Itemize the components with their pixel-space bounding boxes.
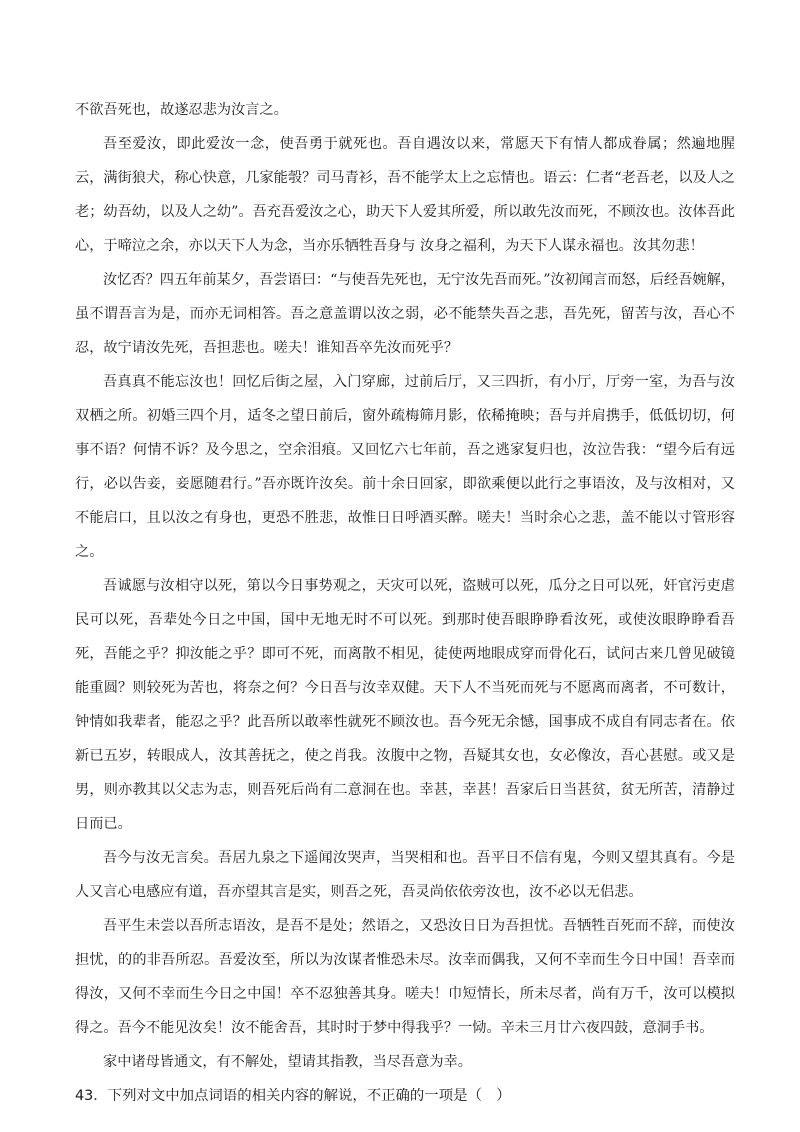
paragraph-2: 汝忆否？四五年前某夕，吾尝语曰：“与使吾先死也，无宁汝先吾而死。”汝初闻言而怒，后经吾婉解，虽不谓吾言为是，而亦无词相答。吾之意盖谓以汝之弱，必不能禁失吾之悲，吾先死，留苦与汝，吾心不忍，故宁请汝先死，吾担悲也。嗟夫！谁知吾卒先汝而死乎？ — [75, 272, 735, 356]
paragraph-5: 吾今与汝无言矣。吾居九泉之下遥闻汝哭声，当哭相和也。吾平日不信有鬼，今则又望其真有。今是人又言心电感应有道，吾亦望其言是实，则吾之死，吾灵尚依依旁汝也，汝不必以无侣悲。 — [75, 850, 735, 900]
paragraph-3: 吾真真不能忘汝也！回忆后街之屋，入门穿廊，过前后厅，又三四折，有小厅，厅旁一室，为吾与汝双栖之所。初婚三四个月，适冬之望日前后，窗外疏梅筛月影，依稀掩映；吾与并肩携手，低低切切，何事不语？何情不诉？及今思之，空余泪痕。又回忆六七年前，吾之逃家复归也，汝泣告我：“望今后有远行，必以告妾，妾愿随君行。”吾亦既许汝矣。前十余日回家，即欲乘便以此行之事语汝，及与汝相对，又不能启口，且以汝之有身也，更恐不胜悲，故惟日日呼酒买醉。嗟夫！当时余心之悲，盖不能以寸管形容之。 — [75, 374, 735, 560]
paragraph-0: 不欲吾死也，故遂忍悲为汝言之。 — [75, 102, 288, 118]
paragraph-7: 家中诸母皆通文，有不解处，望请其指教，当尽吾意为幸。 — [103, 1054, 472, 1070]
question-43: 43．下列对文中加点词语的相关内容的解说，不正确的一项是（ ） — [75, 1088, 511, 1104]
paragraph-4: 吾诚愿与汝相守以死，第以今日事势观之，天灾可以死，盗贼可以死，瓜分之日可以死，奸官污吏虐民可以死，吾辈处今日之中国，国中无地无时不可以死。到那时使吾眼睁睁看汝死，或使汝眼睁睁看吾死，吾能之乎？抑汝能之乎？即可不死，而离散不相见，徒使两地眼成穿而骨化石，试问古来几曾见破镜能重圆？则较死为苦也，将奈之何？今日吾与汝幸双健。天下人不当死而死与不愿离而离者，不可数计，钟情如我辈者，能忍之乎？此吾所以敢率性就死不顾汝也。吾今死无余憾，国事成不成自有同志者在。依新已五岁，转眼成人，汝其善抚之，使之肖我。汝腹中之物，吾疑其女也，女必像汝，吾心甚慰。或又是男，则亦教其以父志为志，则吾死后尚有二意洞在也。幸甚，幸甚！吾家后日当甚贫，贫无所苦，清静过日而已。 — [75, 578, 735, 832]
document-page — [75, 0, 735, 1113]
paragraph-6: 吾平生未尝以吾所志语汝，是吾不是处；然语之，又恐汝日日为吾担忧。吾牺牲百死而不辞，而使汝担忧，的的非吾所忍。吾爱汝至，所以为汝谋者惟恐未尽。汝幸而偶我，又何不幸而生今日中国！吾幸而得汝，又何不幸而生今日之中国！卒不忍独善其身。嗟夫！巾短情长，所未尽者，尚有万千，汝可以模拟得之。吾今不能见汝矣！汝不能舍吾，其时时于梦中得我乎？一恸。辛未三月廿六夜四鼓，意洞手书。 — [75, 918, 735, 1036]
paragraph-1: 吾至爱汝，即此爱汝一念，使吾勇于就死也。吾自遇汝以来，常愿天下有情人都成眷属；然遍地腥云，满街狼犬，称心快意，几家能彀？司马青衫，吾不能学太上之忘情也。语云：仁者“老吾老，以及人之老；幼吾幼，以及人之幼”。吾充吾爱汝之心，助天下人爱其所爱，所以敢先汝而死，不顾汝也。汝体吾此心，于啼泣之余，亦以天下人为念，当亦乐牺牲吾身与 汝身之福利，为天下人谋永福也。汝其勿悲！ — [75, 136, 735, 254]
